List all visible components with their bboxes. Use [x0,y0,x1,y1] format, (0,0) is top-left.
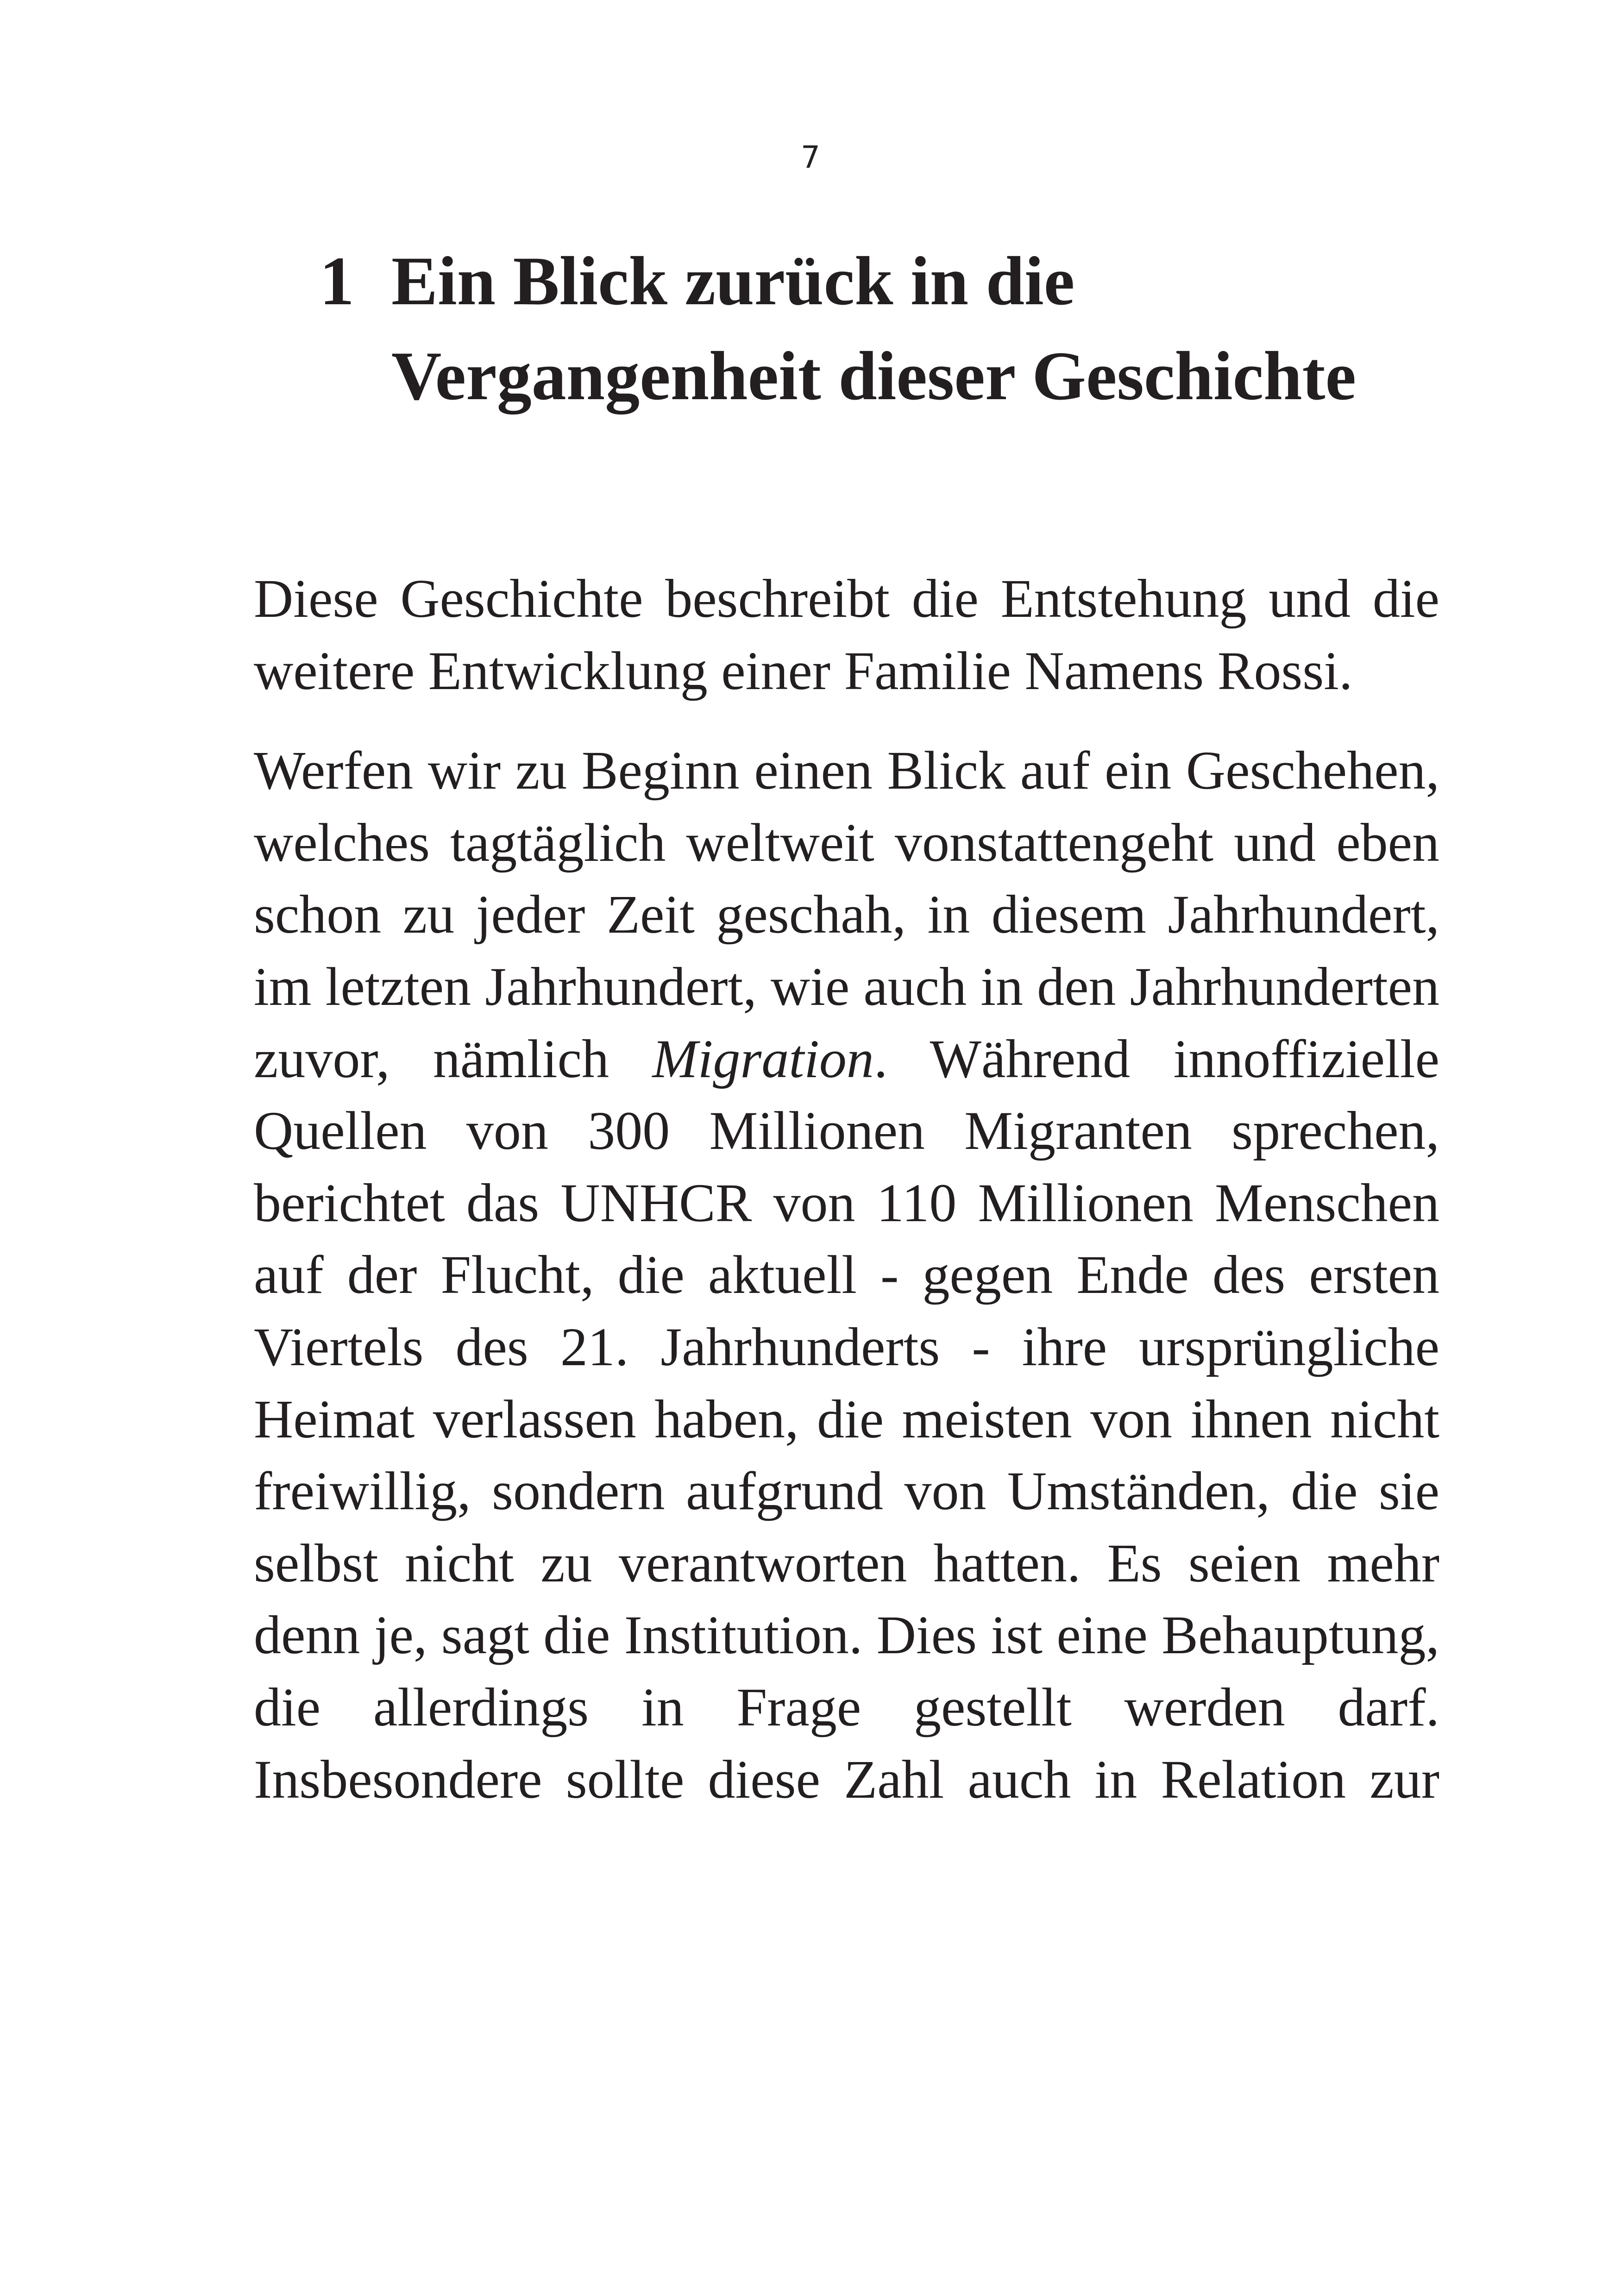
chapter-title [391,234,1477,424]
chapter-number: 1 [320,243,354,320]
page-number: 7 [801,139,820,175]
chapter-title-line-1: Ein Blick zurück in die [391,243,1075,320]
body-text [254,563,1439,1815]
paragraph-migration-part-2: . Während innoffizielle Quellen von 300 Millionen Migranten sprechen, berichtet das UNHCR von 110 Millionen Menschen auf der Flucht, die aktuell - gegen Ende des ersten Viertels des 21. Jahrhunderts - ihre ursprüngliche Heimat verlassen haben, die meisten von ihnen nicht freiwillig, sondern aufgrund von Umständen, die sie selbst nicht zu verantworten hatten. Es seien mehr denn je, sagt die Institution. Dies ist eine Behauptung, die allerdings in Frage gestellt werden darf. Insbesondere sollte diese Zahl auch in Relation zur [254,1028,1439,1810]
paragraph-migration-part-1: Werfen wir zu Beginn einen Blick auf ein Geschehen, welches tagtäglich weltweit vonstattengeht und eben schon zu jeder Zeit geschah, in diesem Jahrhundert, im letzten Jahrhundert, wie auch in den Jahrhunderten zuvor, nämlich [254,740,1439,1089]
chapter-heading [320,234,1477,424]
italic-term-migration: Migration [652,1028,874,1089]
chapter-title-line-2: Vergangenheit dieser Geschichte [391,338,1357,414]
paragraph-intro: Diese Geschichte beschreibt die Entstehung und die weitere Entwicklung einer Familie Namens Rossi. [254,568,1439,701]
paragraph-migration [254,734,1439,1815]
